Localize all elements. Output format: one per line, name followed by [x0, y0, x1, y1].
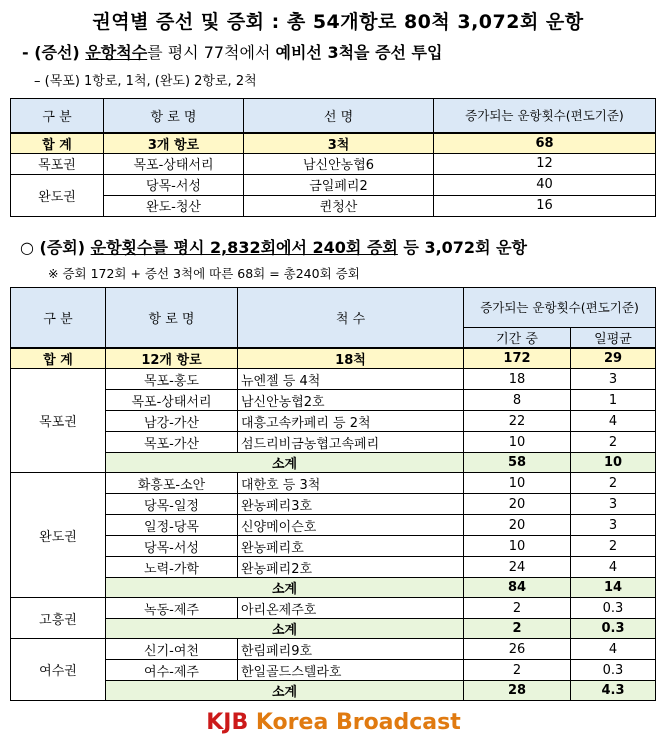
broadcaster-logo	[0, 710, 667, 735]
cell-route: 당목-서성	[104, 174, 244, 195]
cell-ship: 완농페리2호	[238, 557, 464, 578]
cell-route: 목포-상태서리	[106, 390, 238, 411]
section2-note: ※ 증회 172회 + 증선 3척에 따른 68회 = 총240회 증회	[48, 266, 360, 281]
table-row	[11, 411, 656, 432]
table-row	[11, 473, 656, 494]
cell-period: 8	[464, 390, 571, 411]
cell-period: 20	[464, 494, 571, 515]
cell-period: 18	[464, 369, 571, 390]
cell-period: 20	[464, 515, 571, 536]
subtotal-row	[11, 619, 656, 639]
subtotal-row	[11, 681, 656, 701]
table-row	[11, 557, 656, 578]
cell-region: 고흥권	[11, 598, 106, 639]
subtotal-period: 84	[464, 578, 571, 598]
section1-sub: – (목포) 1항로, 1척, (완도) 2항로, 2척	[34, 74, 257, 89]
col-ship: 선 명	[244, 99, 434, 133]
cell-route: 노력-가학	[106, 557, 238, 578]
cell-count: 16	[434, 195, 656, 216]
cell-ship: 완농페리3호	[238, 494, 464, 515]
subtotal-label: 소계	[106, 578, 464, 598]
col-group: 증가되는 운항횟수(편도기준)	[464, 288, 656, 328]
section1-heading	[22, 40, 442, 63]
table-added-ships	[10, 98, 656, 217]
cell-route: 목포-가산	[106, 432, 238, 453]
cell-daily: 2	[571, 536, 656, 557]
logo-kjb: KJB	[206, 710, 249, 735]
subtotal-period: 58	[464, 453, 571, 473]
cell-ship: 대한호 등 3척	[238, 473, 464, 494]
cell-ship: 한림페리9호	[238, 639, 464, 660]
cell-route: 일정-당목	[106, 515, 238, 536]
col-region: 구 분	[11, 288, 106, 349]
cell-period: 24	[464, 557, 571, 578]
total-label: 합 계	[11, 133, 104, 154]
cell-route: 완도-청산	[104, 195, 244, 216]
table-row	[11, 536, 656, 557]
cell-daily: 4	[571, 411, 656, 432]
cell-period: 22	[464, 411, 571, 432]
total-route: 12개 항로	[106, 348, 238, 369]
cell-ship: 남신안농협6	[244, 153, 434, 174]
table-row	[11, 432, 656, 453]
table-header-row	[11, 99, 656, 133]
cell-ship: 완농페리호	[238, 536, 464, 557]
cell-region: 목포권	[11, 369, 106, 473]
cell-period: 10	[464, 473, 571, 494]
logo-korea-broadcast: Korea Broadcast	[248, 710, 461, 735]
cell-route: 신기-여천	[106, 639, 238, 660]
total-route: 3개 항로	[104, 133, 244, 154]
cell-ship: 금일페리2	[244, 174, 434, 195]
col-ship: 척 수	[238, 288, 464, 349]
section1-middle: 를 평시 77척에서	[147, 43, 276, 62]
cell-region: 여수권	[11, 639, 106, 701]
cell-route: 목포-홍도	[106, 369, 238, 390]
subtotal-row	[11, 453, 656, 473]
total-period: 172	[464, 348, 571, 369]
cell-daily: 4	[571, 639, 656, 660]
cell-period: 10	[464, 432, 571, 453]
cell-route: 화흥포-소안	[106, 473, 238, 494]
cell-period: 10	[464, 536, 571, 557]
cell-daily: 3	[571, 494, 656, 515]
section1-prefix: - (증선)	[22, 43, 86, 62]
cell-ship: 섬드리비금농협고속페리	[238, 432, 464, 453]
table-row	[11, 639, 656, 660]
cell-period: 2	[464, 660, 571, 681]
subtotal-label: 소계	[106, 453, 464, 473]
total-label: 합 계	[11, 348, 106, 369]
table-row	[11, 515, 656, 536]
cell-region: 목포권	[11, 153, 104, 174]
cell-daily: 3	[571, 515, 656, 536]
cell-ship: 한일골드스텔라호	[238, 660, 464, 681]
table-row	[11, 598, 656, 619]
section1-highlight: 운항척수	[85, 43, 148, 62]
cell-daily: 4	[571, 557, 656, 578]
cell-daily: 2	[571, 473, 656, 494]
subtotal-daily: 0.3	[571, 619, 656, 639]
cell-ship: 뉴엔젤 등 4척	[238, 369, 464, 390]
total-count: 68	[434, 133, 656, 154]
table-row	[11, 153, 656, 174]
cell-ship: 대흥고속카페리 등 2척	[238, 411, 464, 432]
table-row	[11, 494, 656, 515]
section2-prefix: ○ (증회)	[20, 238, 91, 257]
col-period: 기간 중	[464, 328, 571, 349]
cell-route: 목포-상태서리	[104, 153, 244, 174]
section1-bold-tail: 예비선 3척을 증선 투입	[275, 43, 443, 62]
col-daily: 일평균	[571, 328, 656, 349]
cell-route: 당목-서성	[106, 536, 238, 557]
total-daily: 29	[571, 348, 656, 369]
table-row	[11, 390, 656, 411]
section2-highlight: 운항횟수를 평시 2,832회에서 240회 증회	[90, 238, 398, 257]
subtotal-label: 소계	[106, 619, 464, 639]
cell-ship: 신양메이슨호	[238, 515, 464, 536]
section2-heading	[20, 235, 527, 258]
cell-daily: 1	[571, 390, 656, 411]
subtotal-daily: 10	[571, 453, 656, 473]
cell-ship: 아리온제주호	[238, 598, 464, 619]
col-route: 항 로 명	[104, 99, 244, 133]
cell-ship: 남신안농협2호	[238, 390, 464, 411]
cell-count: 40	[434, 174, 656, 195]
total-ship: 18척	[238, 348, 464, 369]
total-ship: 3척	[244, 133, 434, 154]
total-row	[11, 133, 656, 154]
cell-route: 녹동-제주	[106, 598, 238, 619]
cell-count: 12	[434, 153, 656, 174]
cell-daily: 2	[571, 432, 656, 453]
subtotal-row	[11, 578, 656, 598]
cell-route: 당목-일정	[106, 494, 238, 515]
subtotal-period: 28	[464, 681, 571, 701]
table-row	[11, 174, 656, 195]
table-row	[11, 369, 656, 390]
table-header-row	[11, 288, 656, 328]
cell-route: 남강-가산	[106, 411, 238, 432]
subtotal-daily: 14	[571, 578, 656, 598]
cell-daily: 0.3	[571, 660, 656, 681]
cell-period: 26	[464, 639, 571, 660]
table-added-trips	[10, 287, 656, 701]
page-title: 권역별 증선 및 증회 : 총 54개항로 80척 3,072회 운항	[92, 11, 584, 33]
cell-region: 완도권	[11, 174, 104, 216]
cell-daily: 3	[571, 369, 656, 390]
col-count: 증가되는 운항횟수(편도기준)	[434, 99, 656, 133]
table-row	[11, 195, 656, 216]
cell-route: 여수-제주	[106, 660, 238, 681]
table-row	[11, 660, 656, 681]
section2-tail: 등 3,072회 운항	[397, 238, 528, 257]
subtotal-period: 2	[464, 619, 571, 639]
col-route: 항 로 명	[106, 288, 238, 349]
cell-region: 완도권	[11, 473, 106, 598]
total-row	[11, 348, 656, 369]
cell-daily: 0.3	[571, 598, 656, 619]
subtotal-daily: 4.3	[571, 681, 656, 701]
col-region: 구 분	[11, 99, 104, 133]
cell-ship: 퀸청산	[244, 195, 434, 216]
cell-period: 2	[464, 598, 571, 619]
subtotal-label: 소계	[106, 681, 464, 701]
